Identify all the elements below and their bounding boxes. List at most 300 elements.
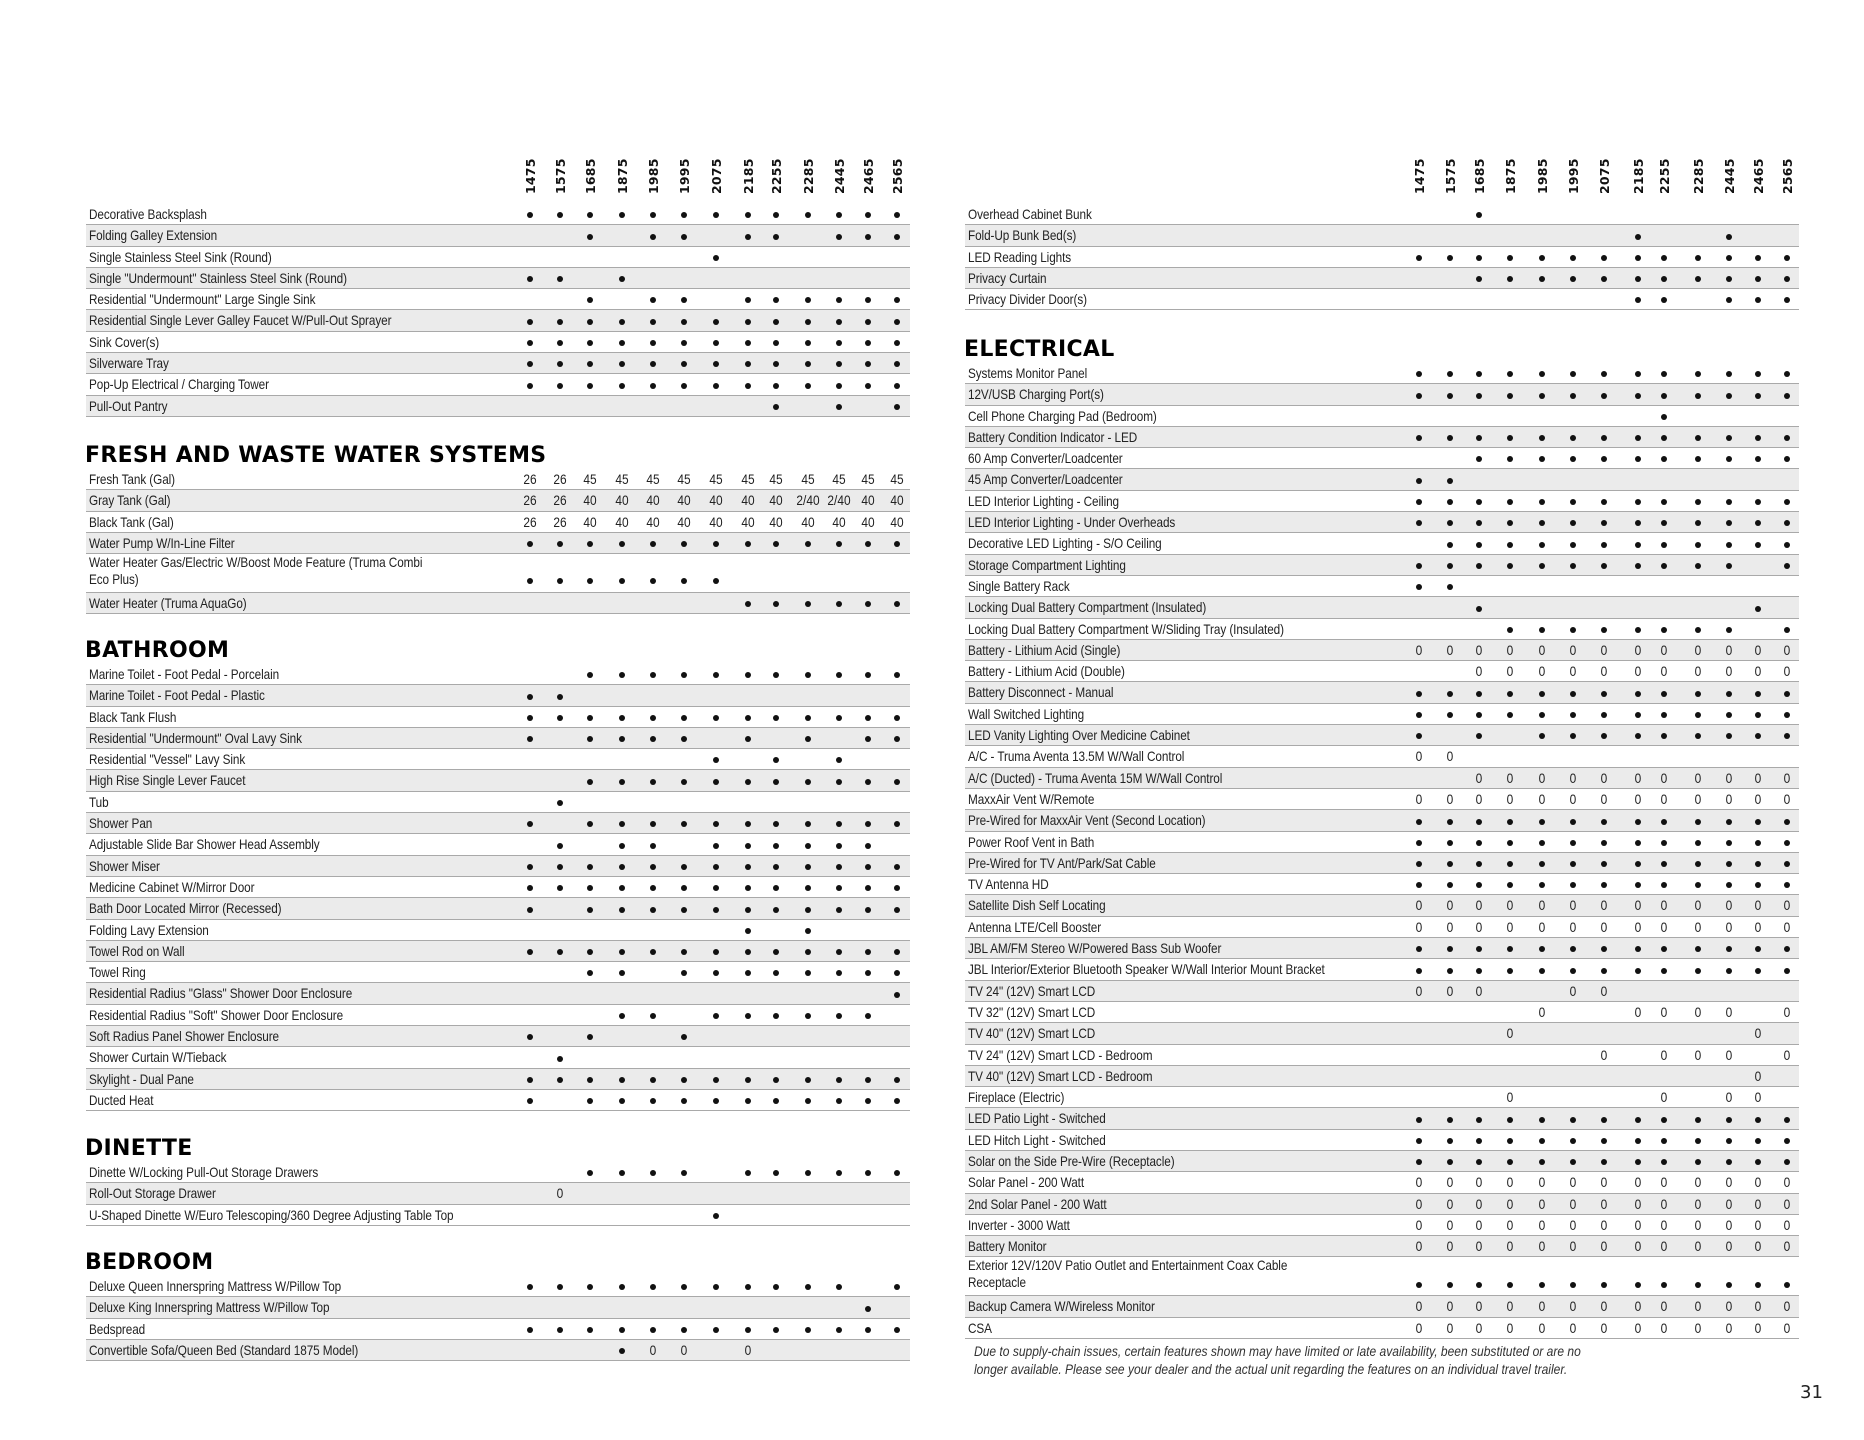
standard-feature-dot-icon: [1589, 619, 1619, 640]
optional-feature-marker: 0: [1754, 663, 1762, 680]
optional-feature-marker: 0: [1446, 1298, 1454, 1315]
table-row: [965, 225, 1799, 246]
standard-feature-dot-icon: [1714, 247, 1744, 268]
table-row: [965, 874, 1799, 895]
standard-feature-dot-icon: [853, 593, 883, 614]
standard-feature-dot-icon: [1623, 225, 1653, 246]
table-row: [965, 1151, 1799, 1172]
value-cell: 45: [861, 471, 875, 487]
standard-feature-dot-icon: [1772, 874, 1802, 895]
feature-label: Residential "Vessel" Lavy Sink: [89, 751, 246, 768]
standard-feature-dot-icon: [515, 1319, 545, 1340]
standard-feature-dot-icon: [515, 332, 545, 353]
standard-feature-dot-icon: [515, 533, 545, 554]
standard-feature-dot-icon: [882, 856, 912, 877]
standard-feature-dot-icon: [824, 374, 854, 395]
feature-label: 60 Amp Converter/Loadcenter: [968, 450, 1123, 467]
optional-feature-marker: 0: [1783, 897, 1791, 914]
standard-feature-dot-icon: [1495, 512, 1525, 533]
table-row: [86, 749, 910, 770]
standard-feature-dot-icon: [545, 941, 575, 962]
table-row: [86, 1183, 910, 1204]
optional-feature-marker: 0: [1506, 1216, 1514, 1233]
standard-feature-dot-icon: [607, 834, 637, 855]
feature-label: Battery Monitor: [968, 1238, 1047, 1255]
standard-feature-dot-icon: [1714, 959, 1744, 980]
optional-feature-marker: 0: [1660, 1174, 1668, 1191]
feature-label: TV 40" (12V) Smart LCD: [968, 1025, 1096, 1042]
standard-feature-dot-icon: [1435, 959, 1465, 980]
standard-feature-dot-icon: [515, 813, 545, 834]
standard-feature-dot-icon: [669, 1026, 699, 1047]
standard-feature-dot-icon: [701, 813, 731, 834]
table-row: [86, 1162, 910, 1183]
standard-feature-dot-icon: [882, 770, 912, 791]
standard-feature-dot-icon: [1649, 384, 1679, 405]
standard-feature-dot-icon: [1649, 247, 1679, 268]
standard-feature-dot-icon: [824, 396, 854, 417]
value-cell: 40: [646, 492, 660, 509]
standard-feature-dot-icon: [882, 1069, 912, 1090]
standard-feature-dot-icon: [701, 1276, 731, 1297]
optional-feature-marker: 0: [1415, 641, 1423, 658]
standard-feature-dot-icon: [607, 1162, 637, 1183]
feature-table: [86, 204, 910, 417]
optional-feature-marker: 0: [1569, 982, 1577, 999]
value-cell: 40: [583, 513, 597, 530]
optional-feature-marker: 0: [1600, 641, 1608, 658]
standard-feature-dot-icon: [669, 770, 699, 791]
standard-feature-dot-icon: [853, 898, 883, 919]
standard-feature-dot-icon: [1589, 682, 1619, 703]
table-row: [86, 289, 910, 310]
standard-feature-dot-icon: [793, 353, 823, 374]
value-cell: 40: [709, 513, 723, 530]
standard-feature-dot-icon: [545, 1276, 575, 1297]
standard-feature-dot-icon: [1435, 832, 1465, 853]
standard-feature-dot-icon: [1714, 619, 1744, 640]
table-row: [965, 704, 1799, 725]
standard-feature-dot-icon: [1649, 1151, 1679, 1172]
standard-feature-dot-icon: [701, 707, 731, 728]
feature-label: Towel Ring: [89, 964, 146, 981]
standard-feature-dot-icon: [853, 1319, 883, 1340]
optional-feature-marker: 0: [1634, 663, 1642, 680]
standard-feature-dot-icon: [733, 813, 763, 834]
standard-feature-dot-icon: [1683, 959, 1713, 980]
standard-feature-dot-icon: [1683, 491, 1713, 512]
standard-feature-dot-icon: [824, 834, 854, 855]
optional-feature-marker: 0: [1754, 1089, 1762, 1106]
standard-feature-dot-icon: [1649, 289, 1679, 310]
standard-feature-dot-icon: [1714, 533, 1744, 554]
standard-feature-dot-icon: [853, 834, 883, 855]
feature-label: Fresh Tank (Gal): [89, 471, 176, 487]
feature-label: Fireplace (Electric): [968, 1089, 1065, 1106]
optional-feature-marker: 0: [1754, 1025, 1762, 1042]
standard-feature-dot-icon: [1464, 363, 1494, 384]
feature-label: Medicine Cabinet W/Mirror Door: [89, 878, 255, 895]
standard-feature-dot-icon: [824, 225, 854, 246]
standard-feature-dot-icon: [701, 1205, 731, 1226]
feature-label: 12V/USB Charging Port(s): [968, 386, 1104, 403]
standard-feature-dot-icon: [1464, 725, 1494, 746]
standard-feature-dot-icon: [1589, 384, 1619, 405]
table-row: [86, 1340, 910, 1361]
table-row: [86, 353, 910, 374]
optional-feature-marker: 0: [1475, 769, 1483, 786]
standard-feature-dot-icon: [793, 664, 823, 685]
standard-feature-dot-icon: [793, 898, 823, 919]
standard-feature-dot-icon: [1464, 533, 1494, 554]
standard-feature-dot-icon: [638, 898, 668, 919]
standard-feature-dot-icon: [1683, 1108, 1713, 1129]
standard-feature-dot-icon: [1527, 363, 1557, 384]
standard-feature-dot-icon: [1589, 853, 1619, 874]
optional-feature-marker: 0: [1694, 897, 1702, 914]
standard-feature-dot-icon: [1558, 704, 1588, 725]
optional-feature-marker: 0: [1660, 790, 1668, 807]
standard-feature-dot-icon: [1683, 810, 1713, 831]
section-title: ELECTRICAL: [964, 337, 1115, 362]
standard-feature-dot-icon: [882, 877, 912, 898]
standard-feature-dot-icon: [701, 533, 731, 554]
table-row: [965, 1045, 1799, 1066]
feature-label: JBL Interior/Exterior Bluetooth Speaker W/Wall Interior Mount Bracket: [968, 961, 1325, 978]
standard-feature-dot-icon: [761, 1090, 791, 1111]
standard-feature-dot-icon: [638, 1090, 668, 1111]
optional-feature-marker: 0: [1475, 1195, 1483, 1212]
table-row: [86, 983, 910, 1004]
feature-label: A/C - Truma Aventa 13.5M W/Wall Control: [968, 748, 1185, 765]
feature-label: Pre-Wired for TV Ant/Park/Sat Cable: [968, 854, 1156, 871]
standard-feature-dot-icon: [824, 1276, 854, 1297]
optional-feature-marker: 0: [1506, 1319, 1514, 1336]
standard-feature-dot-icon: [882, 728, 912, 749]
standard-feature-dot-icon: [1558, 682, 1588, 703]
standard-feature-dot-icon: [1435, 469, 1465, 490]
standard-feature-dot-icon: [1558, 1275, 1588, 1292]
section-bathroom: [86, 638, 910, 1111]
standard-feature-dot-icon: [882, 225, 912, 246]
optional-feature-marker: 0: [1783, 918, 1791, 935]
optional-feature-marker: 0: [1694, 663, 1702, 680]
standard-feature-dot-icon: [1772, 1130, 1802, 1151]
value-cell: 45: [801, 471, 815, 487]
table-row: [86, 962, 910, 983]
standard-feature-dot-icon: [793, 941, 823, 962]
optional-feature-marker: 0: [1415, 1238, 1423, 1255]
standard-feature-dot-icon: [1772, 384, 1802, 405]
standard-feature-dot-icon: [1589, 1275, 1619, 1292]
optional-feature-marker: 0: [1415, 1298, 1423, 1315]
optional-feature-marker: 0: [1783, 790, 1791, 807]
optional-feature-marker: 0: [1660, 918, 1668, 935]
standard-feature-dot-icon: [1589, 1108, 1619, 1129]
standard-feature-dot-icon: [1435, 682, 1465, 703]
standard-feature-dot-icon: [853, 962, 883, 983]
optional-feature-marker: 0: [1446, 1238, 1454, 1255]
standard-feature-dot-icon: [607, 813, 637, 834]
standard-feature-dot-icon: [575, 856, 605, 877]
standard-feature-dot-icon: [1435, 533, 1465, 554]
footnote: Due to supply-chain issues, certain features shown may have limited or late availability, been substituted or are no longer available. Please see your dealer and the actual unit regarding the features on an individual travel trailer.: [974, 1343, 1581, 1377]
optional-feature-marker: 0: [1694, 1319, 1702, 1336]
standard-feature-dot-icon: [1772, 704, 1802, 725]
standard-feature-dot-icon: [1683, 555, 1713, 576]
standard-feature-dot-icon: [1743, 853, 1773, 874]
standard-feature-dot-icon: [1649, 512, 1679, 533]
table-row: [86, 1090, 910, 1111]
standard-feature-dot-icon: [1558, 363, 1588, 384]
standard-feature-dot-icon: [1743, 704, 1773, 725]
standard-feature-dot-icon: [1435, 1108, 1465, 1129]
standard-feature-dot-icon: [1649, 682, 1679, 703]
standard-feature-dot-icon: [733, 1005, 763, 1026]
optional-feature-marker: 0: [1538, 790, 1546, 807]
table-row: [86, 554, 910, 593]
optional-feature-marker: 0: [1415, 748, 1423, 765]
optional-feature-marker: 0: [1538, 918, 1546, 935]
value-cell: 45: [709, 471, 723, 487]
feature-label: Cell Phone Charging Pad (Bedroom): [968, 407, 1157, 424]
standard-feature-dot-icon: [1589, 704, 1619, 725]
feature-label: Battery - Lithium Acid (Double): [968, 663, 1125, 680]
optional-feature-marker: 0: [1725, 918, 1733, 935]
standard-feature-dot-icon: [793, 593, 823, 614]
optional-feature-marker: 0: [1538, 663, 1546, 680]
standard-feature-dot-icon: [824, 962, 854, 983]
optional-feature-marker: 0: [1754, 1174, 1762, 1191]
value-cell: 40: [615, 513, 629, 530]
standard-feature-dot-icon: [761, 1162, 791, 1183]
table-row: [965, 289, 1799, 310]
table-row: [965, 853, 1799, 874]
standard-feature-dot-icon: [1464, 1108, 1494, 1129]
feature-label: Shower Pan: [89, 815, 153, 832]
standard-feature-dot-icon: [545, 834, 575, 855]
model-column-header: 1875: [615, 158, 630, 194]
standard-feature-dot-icon: [1772, 247, 1802, 268]
feature-label: Black Tank (Gal): [89, 513, 174, 530]
standard-feature-dot-icon: [607, 332, 637, 353]
section-fresh-and-waste-water-systems: [86, 443, 910, 614]
standard-feature-dot-icon: [1683, 832, 1713, 853]
optional-feature-marker: 0: [1634, 769, 1642, 786]
model-column-header: 1985: [1535, 158, 1550, 194]
standard-feature-dot-icon: [882, 396, 912, 417]
standard-feature-dot-icon: [1743, 363, 1773, 384]
standard-feature-dot-icon: [1464, 959, 1494, 980]
standard-feature-dot-icon: [669, 1276, 699, 1297]
standard-feature-dot-icon: [545, 332, 575, 353]
standard-feature-dot-icon: [1772, 725, 1802, 746]
table-row: [965, 1236, 1799, 1257]
optional-feature-marker: 0: [1600, 1174, 1608, 1191]
table-row: [965, 938, 1799, 959]
optional-feature-marker: 0: [1569, 1298, 1577, 1315]
table-row: [86, 396, 910, 417]
standard-feature-dot-icon: [1464, 204, 1494, 225]
optional-feature-marker: 0: [1600, 897, 1608, 914]
standard-feature-dot-icon: [793, 1090, 823, 1111]
optional-feature-marker: 0: [1569, 1195, 1577, 1212]
optional-feature-marker: 0: [1660, 1238, 1668, 1255]
standard-feature-dot-icon: [638, 204, 668, 225]
feature-table: [86, 1162, 910, 1226]
standard-feature-dot-icon: [1743, 512, 1773, 533]
standard-feature-dot-icon: [824, 749, 854, 770]
standard-feature-dot-icon: [1558, 1151, 1588, 1172]
standard-feature-dot-icon: [793, 1005, 823, 1026]
standard-feature-dot-icon: [1649, 810, 1679, 831]
standard-feature-dot-icon: [1404, 384, 1434, 405]
standard-feature-dot-icon: [1714, 289, 1744, 310]
standard-feature-dot-icon: [669, 707, 699, 728]
feature-label: Decorative Backsplash: [89, 206, 207, 222]
optional-feature-marker: 0: [1569, 790, 1577, 807]
standard-feature-dot-icon: [1649, 1275, 1679, 1292]
feature-label: Storage Compartment Lighting: [968, 556, 1126, 573]
standard-feature-dot-icon: [824, 204, 854, 225]
optional-feature-marker: 0: [1660, 1089, 1668, 1106]
standard-feature-dot-icon: [882, 353, 912, 374]
standard-feature-dot-icon: [1404, 853, 1434, 874]
optional-feature-marker: 0: [1569, 663, 1577, 680]
standard-feature-dot-icon: [793, 289, 823, 310]
standard-feature-dot-icon: [1527, 1151, 1557, 1172]
standard-feature-dot-icon: [1495, 1275, 1525, 1292]
standard-feature-dot-icon: [669, 1319, 699, 1340]
standard-feature-dot-icon: [761, 310, 791, 331]
feature-label: Black Tank Flush: [89, 708, 177, 725]
standard-feature-dot-icon: [515, 1069, 545, 1090]
standard-feature-dot-icon: [1558, 853, 1588, 874]
standard-feature-dot-icon: [1527, 491, 1557, 512]
standard-feature-dot-icon: [1495, 384, 1525, 405]
standard-feature-dot-icon: [1464, 938, 1494, 959]
standard-feature-dot-icon: [1649, 1130, 1679, 1151]
standard-feature-dot-icon: [669, 374, 699, 395]
standard-feature-dot-icon: [1772, 491, 1802, 512]
standard-feature-dot-icon: [1527, 682, 1557, 703]
optional-feature-marker: 0: [1660, 1195, 1668, 1212]
table-row: [965, 959, 1799, 980]
feature-label: Folding Lavy Extension: [89, 921, 209, 938]
standard-feature-dot-icon: [1743, 491, 1773, 512]
standard-feature-dot-icon: [1772, 512, 1802, 533]
table-row: [965, 555, 1799, 576]
table-row: [965, 247, 1799, 268]
model-column-header: 1575: [1443, 158, 1458, 194]
standard-feature-dot-icon: [1495, 853, 1525, 874]
optional-feature-marker: 0: [1725, 1003, 1733, 1020]
standard-feature-dot-icon: [607, 770, 637, 791]
standard-feature-dot-icon: [1464, 427, 1494, 448]
optional-feature-marker: 0: [1694, 641, 1702, 658]
feature-label: LED Reading Lights: [968, 248, 1072, 265]
standard-feature-dot-icon: [824, 813, 854, 834]
standard-feature-dot-icon: [607, 268, 637, 289]
standard-feature-dot-icon: [1527, 555, 1557, 576]
standard-feature-dot-icon: [853, 225, 883, 246]
optional-feature-marker: 0: [1538, 1319, 1546, 1336]
standard-feature-dot-icon: [1743, 1108, 1773, 1129]
feature-label: Deluxe Queen Innerspring Mattress W/Pillow Top: [89, 1278, 342, 1294]
standard-feature-dot-icon: [853, 813, 883, 834]
standard-feature-dot-icon: [638, 707, 668, 728]
standard-feature-dot-icon: [1589, 832, 1619, 853]
optional-feature-marker: 0: [1754, 641, 1762, 658]
standard-feature-dot-icon: [1714, 682, 1744, 703]
table-row: [86, 664, 910, 685]
standard-feature-dot-icon: [793, 204, 823, 225]
standard-feature-dot-icon: [1743, 427, 1773, 448]
standard-feature-dot-icon: [1558, 512, 1588, 533]
standard-feature-dot-icon: [1495, 1151, 1525, 1172]
feature-label: Power Roof Vent in Bath: [968, 833, 1095, 850]
table-row: [86, 941, 910, 962]
standard-feature-dot-icon: [575, 353, 605, 374]
feature-label: Single Stainless Steel Sink (Round): [89, 248, 272, 265]
table-row: [965, 1194, 1799, 1215]
standard-feature-dot-icon: [733, 920, 763, 941]
feature-table: [86, 1276, 910, 1361]
standard-feature-dot-icon: [882, 962, 912, 983]
section-continued: [86, 204, 910, 417]
standard-feature-dot-icon: [761, 707, 791, 728]
standard-feature-dot-icon: [669, 962, 699, 983]
table-row: [86, 856, 910, 877]
table-row: [86, 1047, 910, 1068]
standard-feature-dot-icon: [761, 1005, 791, 1026]
standard-feature-dot-icon: [733, 374, 763, 395]
value-cell: 40: [741, 492, 755, 509]
standard-feature-dot-icon: [669, 1069, 699, 1090]
feature-label: Backup Camera W/Wireless Monitor: [968, 1298, 1155, 1315]
standard-feature-dot-icon: [1714, 384, 1744, 405]
standard-feature-dot-icon: [701, 1005, 731, 1026]
standard-feature-dot-icon: [761, 374, 791, 395]
model-column-header: 1475: [1412, 158, 1427, 194]
standard-feature-dot-icon: [882, 898, 912, 919]
standard-feature-dot-icon: [733, 941, 763, 962]
standard-feature-dot-icon: [669, 1162, 699, 1183]
standard-feature-dot-icon: [761, 941, 791, 962]
standard-feature-dot-icon: [515, 898, 545, 919]
optional-feature-marker: 0: [1475, 1174, 1483, 1191]
standard-feature-dot-icon: [669, 877, 699, 898]
standard-feature-dot-icon: [1558, 491, 1588, 512]
standard-feature-dot-icon: [1649, 533, 1679, 554]
optional-feature-marker: 0: [1694, 769, 1702, 786]
standard-feature-dot-icon: [761, 593, 791, 614]
section-title: BATHROOM: [85, 638, 230, 663]
standard-feature-dot-icon: [545, 1047, 575, 1068]
optional-feature-marker: 0: [1506, 641, 1514, 658]
standard-feature-dot-icon: [1772, 1151, 1802, 1172]
page-number: 31: [1800, 1382, 1823, 1403]
standard-feature-dot-icon: [1464, 491, 1494, 512]
optional-feature-marker: 0: [1660, 1003, 1668, 1020]
standard-feature-dot-icon: [638, 728, 668, 749]
feature-label: TV 40" (12V) Smart LCD - Bedroom: [968, 1067, 1153, 1084]
standard-feature-dot-icon: [607, 962, 637, 983]
value-cell: 45: [741, 471, 755, 487]
standard-feature-dot-icon: [1527, 268, 1557, 289]
optional-feature-marker: 0: [1475, 1238, 1483, 1255]
optional-feature-marker: 0: [1506, 1089, 1514, 1106]
